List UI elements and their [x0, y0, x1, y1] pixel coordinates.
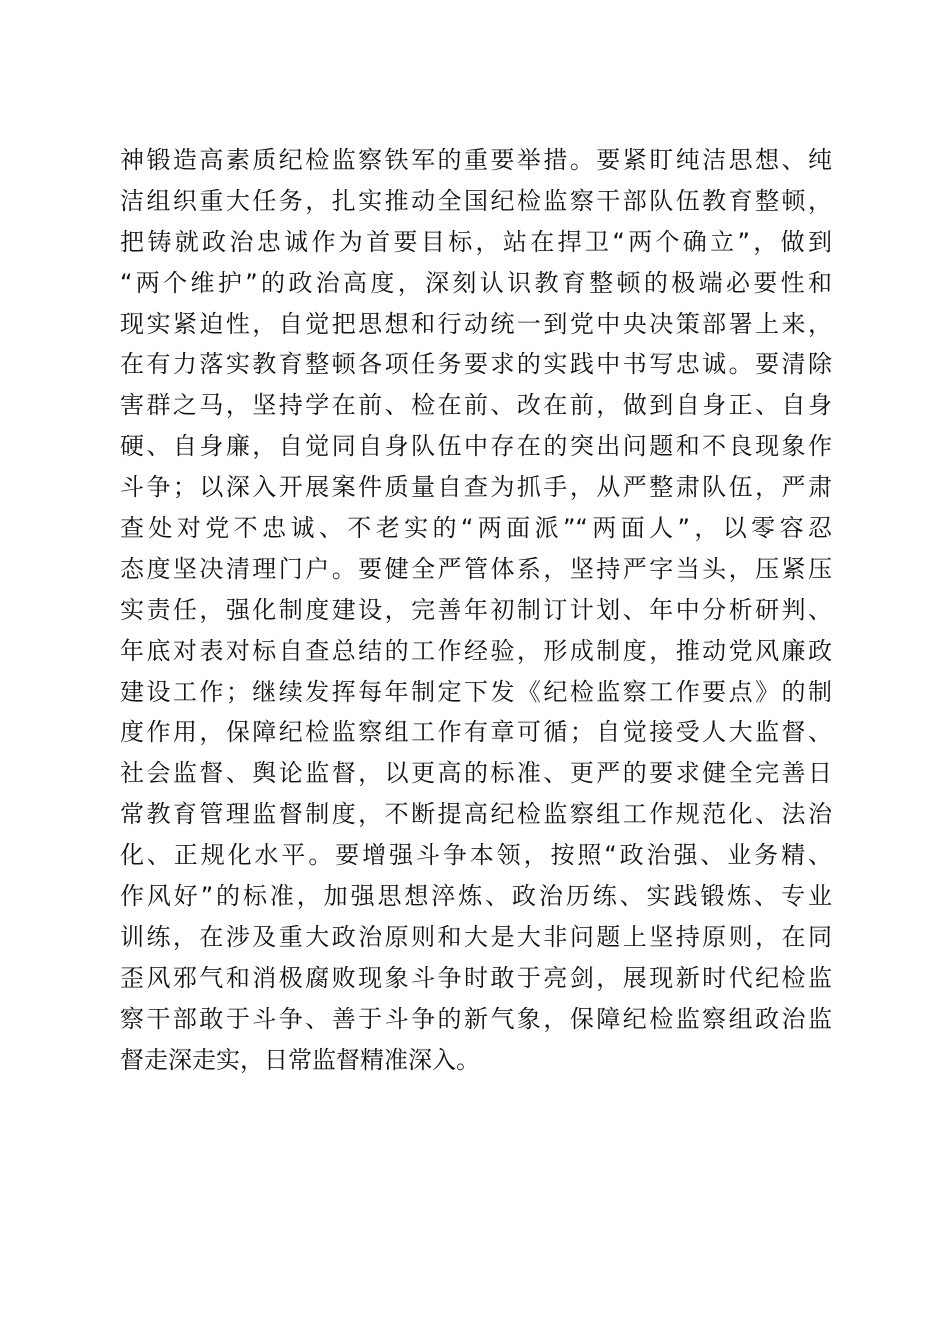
text-line: 态度坚决清理门户。要健全严管体系，坚持严字当头，压紧压	[120, 554, 832, 583]
text-line: 在有力落实教育整顿各项任务要求的实践中书写忠诚。要清除	[120, 350, 832, 379]
text-line: 常教育管理监督制度，不断提高纪检监察组工作规范化、法治	[120, 800, 832, 829]
text-line: 查处对党不忠诚、不老实的“两面派”“两面人”，以零容忍	[120, 514, 832, 543]
text-line: 作风好”的标准，加强思想淬炼、政治历练、实践锻炼、专业	[120, 882, 832, 911]
text-line: 察干部敢于斗争、善于斗争的新气象，保障纪检监察组政治监	[120, 1004, 832, 1033]
text-line: 化、正规化水平。要增强斗争本领，按照“政治强、业务精、	[120, 841, 832, 870]
text-line: 硬、自身廉，自觉同自身队伍中存在的突出问题和不良现象作	[120, 432, 832, 461]
text-line: 斗争；以深入开展案件质量自查为抓手，从严整肃队伍，严肃	[120, 473, 832, 502]
text-line: 现实紧迫性，自觉把思想和行动统一到党中央决策部署上来，	[120, 309, 832, 338]
text-line: 实责任，强化制度建设，完善年初制订计划、年中分析研判、	[120, 595, 832, 624]
text-line: 害群之马，坚持学在前、检在前、改在前，做到自身正、自身	[120, 391, 832, 420]
text-line: 建设工作；继续发挥每年制定下发《纪检监察工作要点》的制	[120, 677, 832, 706]
text-line: 歪风邪气和消极腐败现象斗争时敢于亮剑，展现新时代纪检监	[120, 963, 832, 992]
text-line: 度作用，保障纪检监察组工作有章可循；自觉接受人大监督、	[120, 718, 832, 747]
text-line: 神锻造高素质纪检监察铁军的重要举措。要紧盯纯洁思想、纯	[120, 146, 832, 174]
text-line: 把铸就政治忠诚作为首要目标，站在捍卫“两个确立”，做到	[120, 227, 832, 256]
text-line: 训练，在涉及重大政治原则和大是大非问题上坚持原则，在同	[120, 922, 832, 951]
text-line-last: 督走深走实，日常监督精准深入。	[120, 1045, 480, 1074]
text-line: 年底对表对标自查总结的工作经验，形成制度，推动党风廉政	[120, 636, 832, 665]
text-line: 社会监督、舆论监督，以更高的标准、更严的要求健全完善日	[120, 759, 832, 788]
body-paragraph	[120, 140, 832, 1080]
text-line: 洁组织重大任务，扎实推动全国纪检监察干部队伍教育整顿，	[120, 186, 832, 215]
text-line: “两个维护”的政治高度，深刻认识教育整顿的极端必要性和	[120, 268, 832, 297]
